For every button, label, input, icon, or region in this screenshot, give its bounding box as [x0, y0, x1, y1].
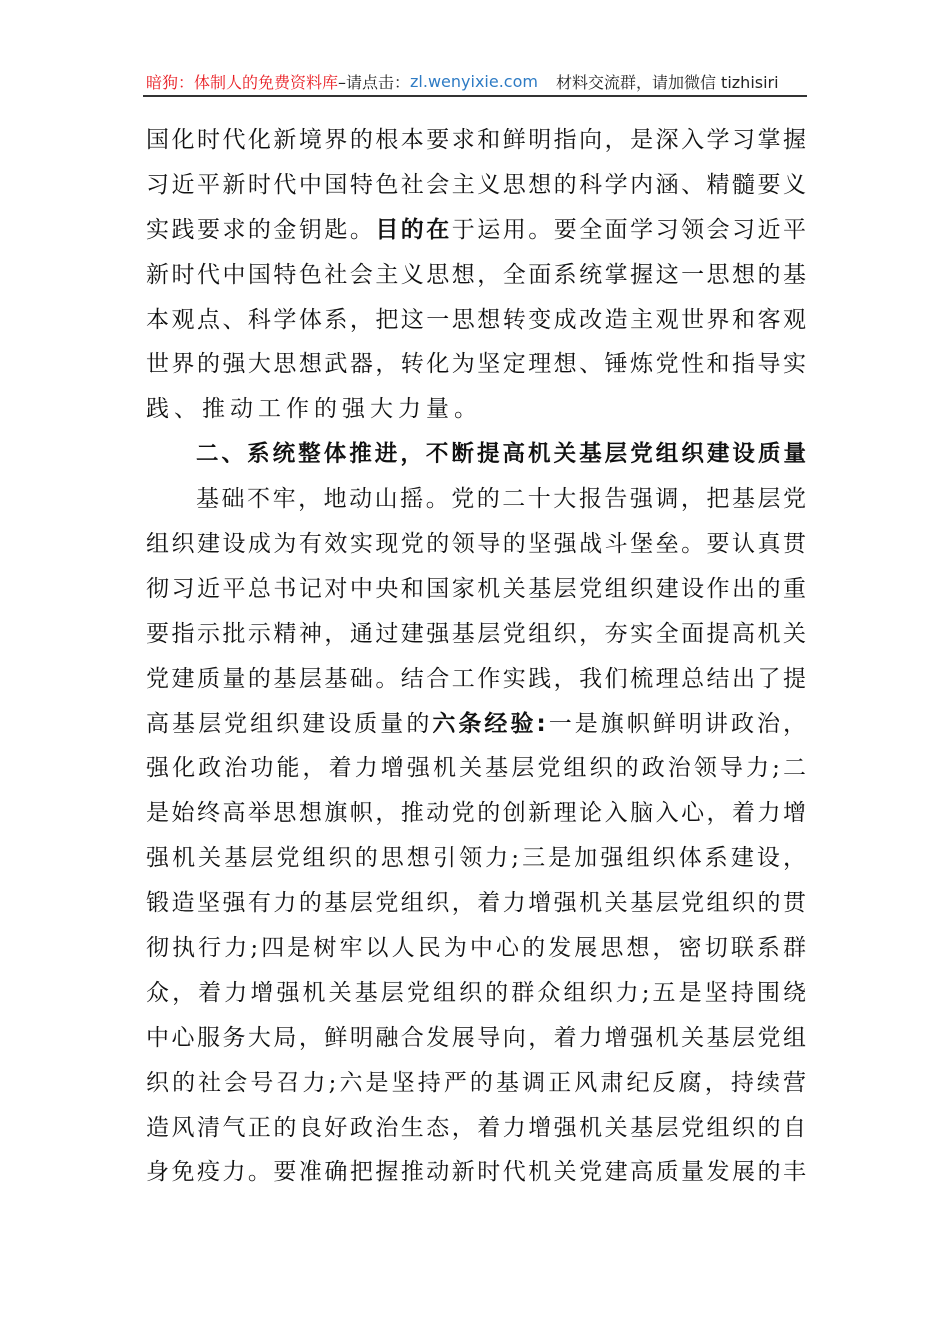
paragraph-line [146, 797, 806, 842]
paragraph-line [146, 1022, 806, 1067]
text-segment: 造风清气正的良好政治生态，着力增强机关基层党组织的自 [146, 1114, 806, 1141]
text-segment: 国化时代化新境界的根本要求和鲜明指向，是深入学习掌握 [146, 127, 806, 153]
paragraph-line [146, 483, 806, 528]
paragraph-line [146, 932, 806, 977]
paragraph-line [146, 573, 806, 618]
document-body [146, 124, 806, 1201]
bold-text: 目的在 [375, 216, 452, 243]
text-segment: 强机关基层党组织的思想引领力;三是加强组织体系建设， [146, 845, 806, 872]
text-segment: 要指示批示精神，通过建强基层党组织，夯实全面提高机关 [146, 620, 806, 647]
header-divider [143, 95, 807, 97]
text-segment: 身免疫力。要准确把握推动新时代机关党建高质量发展的丰 [146, 1159, 806, 1186]
paragraph-line [146, 752, 806, 797]
text-segment: 织的社会号召力;六是坚持严的基调正风肃纪反腐，持续营 [146, 1069, 806, 1096]
paragraph-line [146, 618, 806, 663]
text-segment: 彻执行力;四是树牢以人民为中心的发展思想，密切联系群 [146, 935, 806, 962]
paragraph-line [146, 1067, 806, 1112]
header-brand: 暗狗：体制人的免费资料库 [146, 72, 339, 92]
bold-text: 六条经验: [432, 710, 546, 737]
text-segment: 彻习近平总书记对中央和国家机关基层党组织建设作出的重 [146, 575, 806, 602]
text-segment: 中心服务大局，鲜明融合发展导向，着力增强机关基层党组 [146, 1024, 806, 1051]
text-segment: 党建质量的基层基础。结合工作实践，我们梳理总结出了提 [146, 665, 806, 692]
text-segment: 于运用。要全面学习领会习近平 [451, 216, 807, 243]
paragraph-line [146, 977, 806, 1022]
page-header [146, 68, 806, 94]
text-segment: 本观点、科学体系，把这一思想转变成改造主观世界和客观 [146, 306, 806, 333]
header-prompt: –请点击： [338, 72, 411, 92]
paragraph-line [146, 528, 806, 573]
paragraph-line [146, 304, 806, 349]
text-segment: 是始终高举思想旗帜，推动党的创新理论入脑入心，着力增 [146, 800, 806, 827]
paragraph-line [146, 887, 806, 932]
section-heading [146, 438, 806, 483]
header-contact: 材料交流群，请加微信 tizhisiri [555, 72, 779, 92]
text-segment: 习近平新时代中国特色社会主义思想的科学内涵、精髓要义 [146, 171, 806, 198]
paragraph-line [146, 1112, 806, 1157]
text-segment: 众，着力增强机关基层党组织的群众组织力;五是坚持围绕 [146, 979, 806, 1006]
header-link[interactable]: zl.wenyixie.com [410, 71, 538, 91]
text-segment: 强化政治功能，着力增强机关基层党组织的政治领导力;二 [146, 755, 806, 782]
paragraph-line [146, 663, 806, 708]
text-segment: 新时代中国特色社会主义思想，全面系统掌握这一思想的基 [146, 261, 806, 288]
paragraph-line [146, 842, 806, 887]
text-segment: 锻造坚强有力的基层党组织，着力增强机关基层党组织的贯 [146, 890, 806, 917]
paragraph-line [146, 214, 806, 259]
text-segment: 基础不牢，地动山摇。党的二十大报告强调，把基层党 [196, 486, 806, 513]
paragraph-line [146, 169, 806, 214]
text-segment: 一是旗帜鲜明讲政治， [545, 710, 807, 737]
text-segment: 组织建设成为有效实现党的领导的坚强战斗堡垒。要认真贯 [146, 531, 806, 558]
text-segment: 高基层党组织建设质量的 [146, 710, 433, 737]
text-segment: 实践要求的金钥匙。 [146, 216, 376, 243]
paragraph-line [146, 393, 806, 438]
paragraph-line [146, 348, 806, 393]
paragraph-line [146, 1156, 806, 1201]
paragraph-line [146, 124, 806, 169]
text-segment: 二、系统整体推进，不断提高机关基层党组织建设质量 [196, 441, 806, 468]
paragraph-line [146, 259, 806, 304]
paragraph-line [146, 708, 806, 753]
text-segment: 践、推动工作的强大力量。 [146, 396, 482, 423]
text-segment: 世界的强大思想武器，转化为坚定理想、锤炼党性和指导实 [146, 351, 806, 378]
